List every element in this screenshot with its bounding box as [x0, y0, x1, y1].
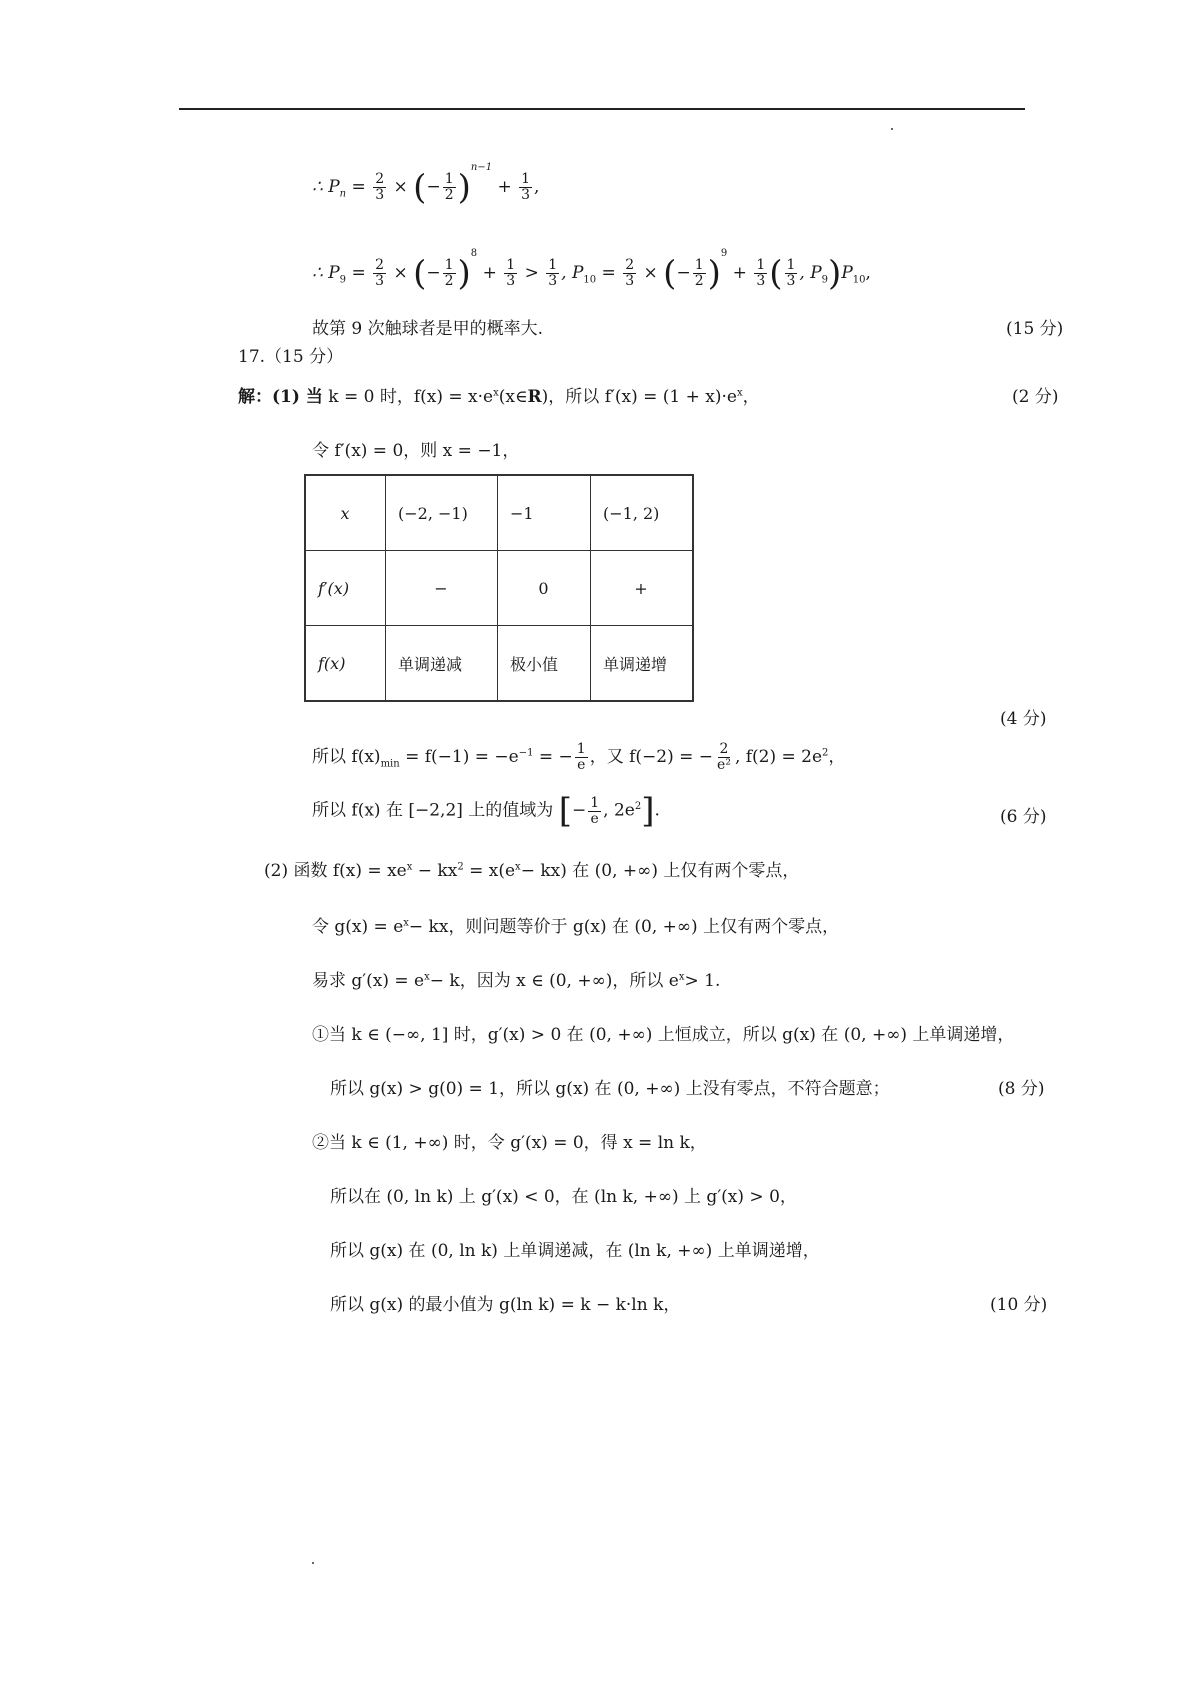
monotonicity-table	[304, 474, 694, 702]
table-cell: −	[386, 551, 498, 626]
table-cell: f′(x)	[305, 551, 386, 626]
table-cell: 单调递增	[591, 626, 694, 702]
scan-dot	[312, 1562, 314, 1564]
case2-monotonic-line: 所以 g(x) 在 (0, ln k) 上单调递减，在 (ln k, +∞) 上单调递增，	[330, 1241, 820, 1261]
table-row	[305, 551, 693, 626]
min-value-line: 所以 $f(x)_{min} = f(-1) = -e^{-1}$ = − $\frac{1}{e}$ ，又 f(−2) = − $\frac{2}{\text{e²}}$ , $f(2) = 2e^2$，	[312, 741, 846, 773]
table-cell: 极小值	[498, 626, 591, 702]
case1-conclusion-line: 所以 g(x) > g(0) = 1，所以 g(x) 在 (0, +∞) 上没有零点，不符合题意；	[330, 1079, 890, 1099]
table-cell: (−1, 2)	[591, 475, 694, 551]
table-cell: +	[591, 551, 694, 626]
p9-p10-formula: ∴ $P_9$ = $\frac{2}{3}$ × (− $\frac{1}{2}$ )$^8$ + $\frac{1}{3}$ > $\frac{1}{3}$ , $P_{10}$ = $\frac{2}{3}$ × (− $\frac{1}{2}$ )$^9$ + $\frac{1}{3}$ ( $\frac{1}{3}$ , $P_9)P_{10}$,	[312, 248, 871, 294]
part2-intro-line: (2) 函数 $f(x) = xe^x - kx^2 = x(e^x- kx)$ 在 (0, +∞) 上仅有两个零点，	[264, 861, 800, 881]
score-2: (2 分)	[1012, 387, 1059, 407]
table-row	[305, 626, 693, 702]
pn-formula: ∴ $P_n$ = $\frac{2}{3}$ × (− $\frac{1}{2}$ )$^{n-1}$ + $\frac{1}{3}$ ,	[312, 162, 540, 208]
header-rule	[179, 108, 1025, 110]
case2-min-line: 所以 g(x) 的最小值为 g(ln k) = k − k·ln k，	[330, 1295, 681, 1315]
scan-dot	[891, 128, 893, 130]
case1-line: ①当 k ∈ (−∞, 1] 时，g′(x) > 0 在 (0, +∞) 上恒成立，所以 g(x) 在 (0, +∞) 上单调递增，	[312, 1025, 1015, 1045]
range-line: 所以 f(x) 在 [−2,2] 上的值域为 [− $\frac{1}{e}$ , $2e^2$].	[312, 791, 660, 831]
score-8: (8 分)	[998, 1079, 1045, 1099]
derivative-zero-line: 令 f′(x) = 0，则 x = −1，	[312, 441, 520, 461]
score-10: (10 分)	[990, 1295, 1048, 1315]
table-cell: (−2, −1)	[386, 475, 498, 551]
case2-sign-line: 所以在 (0, ln k) 上 g′(x) < 0，在 (ln k, +∞) 上 g′(x) > 0，	[330, 1187, 797, 1207]
table-cell: f(x)	[305, 626, 386, 702]
score-6: (6 分)	[1000, 807, 1047, 827]
solution-part1-line: 解：(1) 当 k = 0 时，$f(x) = x\cdot e^x(x\in R)$，所以 $f'(x) = (1 + x)\cdot e^x$，	[238, 387, 760, 407]
score-15: (15 分)	[1006, 319, 1064, 339]
g-derivative-line: 易求 $g'(x) = e^x- k$，因为 x ∈ (0, +∞)，所以 $e^x> 1$.	[312, 971, 721, 991]
table-cell: −1	[498, 475, 591, 551]
score-4: (4 分)	[1000, 709, 1047, 729]
table-cell: 0	[498, 551, 591, 626]
conclusion-line: 故第 9 次触球者是甲的概率大.	[312, 319, 544, 339]
case2-line: ②当 k ∈ (1, +∞) 时，令 g′(x) = 0，得 x = ln k，	[312, 1133, 707, 1153]
g-definition-line: 令 $g(x) = e^x-$ kx，则问题等价于 g(x) 在 (0, +∞) 上仅有两个零点，	[312, 917, 840, 937]
table-cell: x	[305, 475, 386, 551]
question-17-heading: 17.（15 分）	[238, 347, 344, 367]
table-cell: 单调递减	[386, 626, 498, 702]
table-row	[305, 475, 693, 551]
